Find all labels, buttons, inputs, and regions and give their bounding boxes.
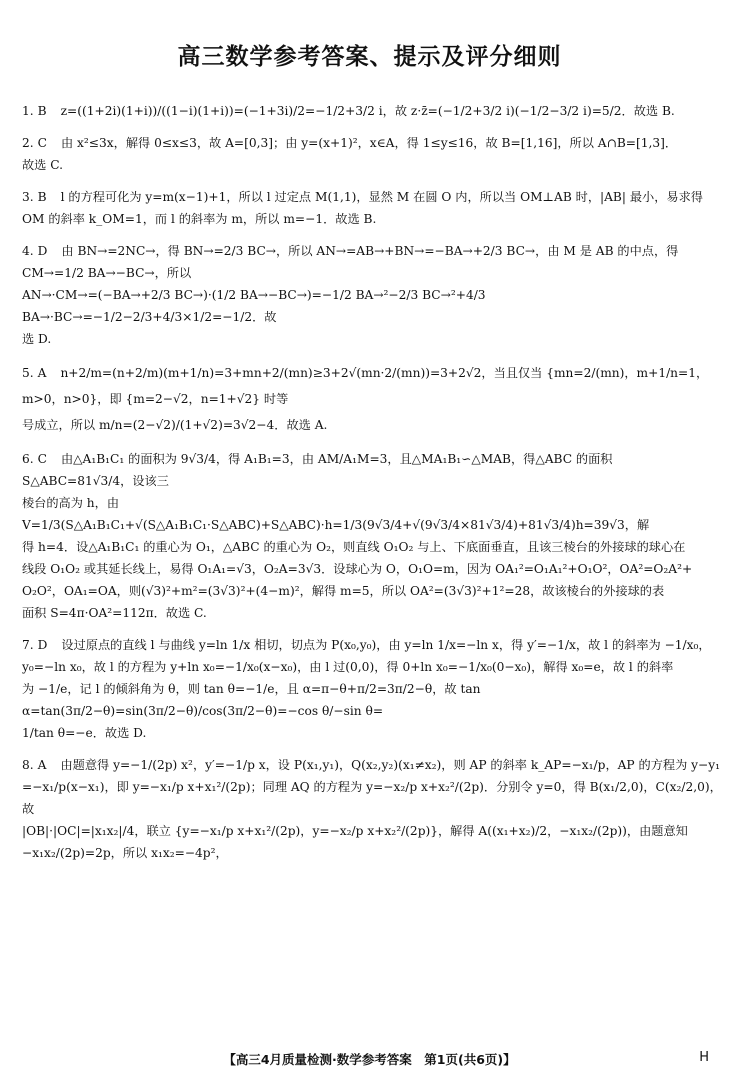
answer-letter: C bbox=[37, 136, 47, 150]
problem-1 bbox=[22, 100, 722, 122]
problem-line bbox=[22, 360, 722, 412]
answer-letter: C bbox=[37, 452, 47, 466]
solution-text: 由题意得 y=−1/(2p) x²，y′=−1/p x，设 P(x₁,y₁)，Q(x₂,y₂)(x₁≠x₂)，则 AP 的斜率 k_AP=−x₁/p，AP 的方程为 y−y₁ bbox=[60, 758, 721, 772]
solution-text: AN→·CM→=(−BA→+2/3 BC→)·(1/2 BA→−BC→)=−1/2 BA→²−2/3 BC→²+4/3 BA→·BC→=−1/2−2/3+4/3×1/2=−1/2．故 bbox=[22, 288, 486, 324]
problem-number: 1. bbox=[22, 104, 34, 118]
problem-line bbox=[22, 240, 722, 284]
solution-text: 由△A₁B₁C₁ 的面积为 9√3/4，得 A₁B₁=3，由 AM/A₁M=3，且△MA₁B₁∽△MAB，得△ABC 的面积 S△ABC=81√3/4，设该三 bbox=[22, 452, 613, 488]
solution-text: 故选 C. bbox=[22, 158, 64, 172]
problem-number: 4. bbox=[22, 244, 34, 258]
solution-text: z=((1+2i)(1+i))/((1−i)(1+i))=(−1+3i)/2=−1/2+3/2 i，故 z·z̄=(−1/2+3/2 i)(−1/2−3/2 i)=5/2．故选 B. bbox=[60, 104, 675, 118]
solution-text: 面积 S=4π·OA²=112π．故选 C. bbox=[22, 606, 207, 620]
page-title: 高三数学参考答案、提示及评分细则 bbox=[177, 44, 562, 70]
problem-number: 6. bbox=[22, 452, 34, 466]
solution-text: 线段 O₁O₂ 或其延长线上，易得 O₁A₁=√3，O₂A=3√3．设球心为 O，O₁O=m，因为 OA₁²=O₁A₁²+O₁O²，OA²=O₂A²+ bbox=[22, 562, 693, 576]
answer-letter: A bbox=[37, 366, 47, 380]
solution-text: 由 BN→=2NC→，得 BN→=2/3 BC→，所以 AN→=AB→+BN→=−BA→+2/3 BC→，由 M 是 AB 的中点，得 CM→=1/2 BA→−BC→，所以 bbox=[22, 244, 679, 280]
problem-number: 8. bbox=[22, 758, 34, 772]
answer-letter: D bbox=[37, 244, 48, 258]
answer-letter: D bbox=[37, 638, 48, 652]
problem-line bbox=[22, 132, 722, 154]
solution-text: O₂O²，OA₁=OA，则(√3)²+m²=(3√3)²+(4−m)²，解得 m=5，所以 OA²=(3√3)²+1²=28，故该棱台的外接球的表 bbox=[22, 584, 665, 598]
problem-line bbox=[22, 634, 722, 656]
solution-text: 选 D. bbox=[22, 332, 52, 346]
solution-text: 设过原点的直线 l 与曲线 y=ln 1/x 相切，切点为 P(x₀,y₀)，由 y=ln 1/x=−ln x，得 y′=−1/x，故 l 的斜率为 −1/x₀， bbox=[61, 638, 711, 652]
solution-text: 1/tan θ=−e．故选 D. bbox=[22, 726, 147, 740]
solution-text: OM 的斜率 k_OM=1，而 l 的斜率为 m，所以 m=−1．故选 B. bbox=[22, 212, 377, 226]
problem-line bbox=[22, 186, 722, 208]
solution-text: 由 x²≤3x，解得 0≤x≤3，故 A=[0,3]；由 y=(x+1)²，x∈A，得 1≤y≤16，故 B=[1,16]，所以 A∩B=[1,3]． bbox=[60, 136, 678, 150]
answer-letter: B bbox=[37, 104, 47, 118]
problem-line bbox=[22, 100, 722, 122]
answer-letter: B bbox=[37, 190, 47, 204]
page-footer: 【高三4月质量检测·数学参考答案 第1页(共6页)】 bbox=[223, 1052, 516, 1067]
problem-6 bbox=[22, 448, 722, 624]
solution-text: =−x₁/p(x−x₁)，即 y=−x₁/p x+x₁²/(2p)；同理 AQ 的方程为 y=−x₂/p x+x₂²/(2p)．分别令 y=0，得 B(x₁/2,0)，C(x₂/2,0)，故 bbox=[22, 780, 722, 816]
answer-letter: A bbox=[37, 758, 47, 772]
problem-number: 7. bbox=[22, 638, 34, 652]
problem-number: 2. bbox=[22, 136, 34, 150]
problem-4 bbox=[22, 240, 722, 350]
solution-text: 号成立，所以 m/n=(2−√2)/(1+√2)=3√2−4．故选 A. bbox=[22, 418, 328, 432]
solution-text: l 的方程可化为 y=m(x−1)+1，所以 l 过定点 M(1,1)，显然 M 在圆 O 内，所以当 OM⊥AB 时，|AB| 最小，易求得 bbox=[60, 190, 703, 204]
problem-number: 5. bbox=[22, 366, 34, 380]
footer-mark: H bbox=[699, 1050, 709, 1065]
answer-content bbox=[22, 100, 722, 874]
solution-text: 棱台的高为 h，由 V=1/3(S△A₁B₁C₁+√(S△A₁B₁C₁·S△ABC)+S△ABC)·h=1/3(9√3/4+√(9√3/4×81√3/4)+81√3/4)h=39√3，解 bbox=[22, 496, 650, 532]
solution-text: 为 −1/e，记 l 的倾斜角为 θ，则 tan θ=−1/e，且 α=π−θ+π/2=3π/2−θ，故 tan α=tan(3π/2−θ)=sin(3π/2−θ)/cos(3π/2−θ)=−cos θ/−sin θ= bbox=[22, 682, 481, 718]
problem-7 bbox=[22, 634, 722, 744]
solution-text: 得 h=4．设△A₁B₁C₁ 的重心为 O₁，△ABC 的重心为 O₂，则直线 O₁O₂ 与上、下底面垂直，且该三棱台的外接球的球心在 bbox=[22, 540, 686, 554]
problem-line bbox=[22, 754, 722, 776]
problem-line bbox=[22, 448, 722, 492]
solution-text: n+2/m=(n+2/m)(m+1/n)=3+mn+2/(mn)≥3+2√(mn·2/(mn))=3+2√2，当且仅当 {mn=2/(mn)，m+1/n=1，m>0，n>0}，即 {m=2−√2，n=1+√2} 时等 bbox=[22, 366, 709, 406]
problem-number: 3. bbox=[22, 190, 34, 204]
solution-text: y₀=−ln x₀，故 l 的方程为 y+ln x₀=−1/x₀(x−x₀)，由 l 过(0,0)，得 0+ln x₀=−1/x₀(0−x₀)，解得 x₀=e，故 l 的斜率 bbox=[22, 660, 674, 674]
solution-text: |OB|·|OC|=|x₁x₂|/4，联立 {y=−x₁/p x+x₁²/(2p)，y=−x₂/p x+x₂²/(2p)}，解得 A((x₁+x₂)/2，−x₁x₂/(2p))，由题意知 −x₁x₂/(2p)=2p，所以 x₁x₂=−4p²， bbox=[22, 824, 688, 860]
problem-3 bbox=[22, 186, 722, 230]
problem-5 bbox=[22, 360, 722, 438]
problem-8 bbox=[22, 754, 722, 864]
problem-2 bbox=[22, 132, 722, 176]
